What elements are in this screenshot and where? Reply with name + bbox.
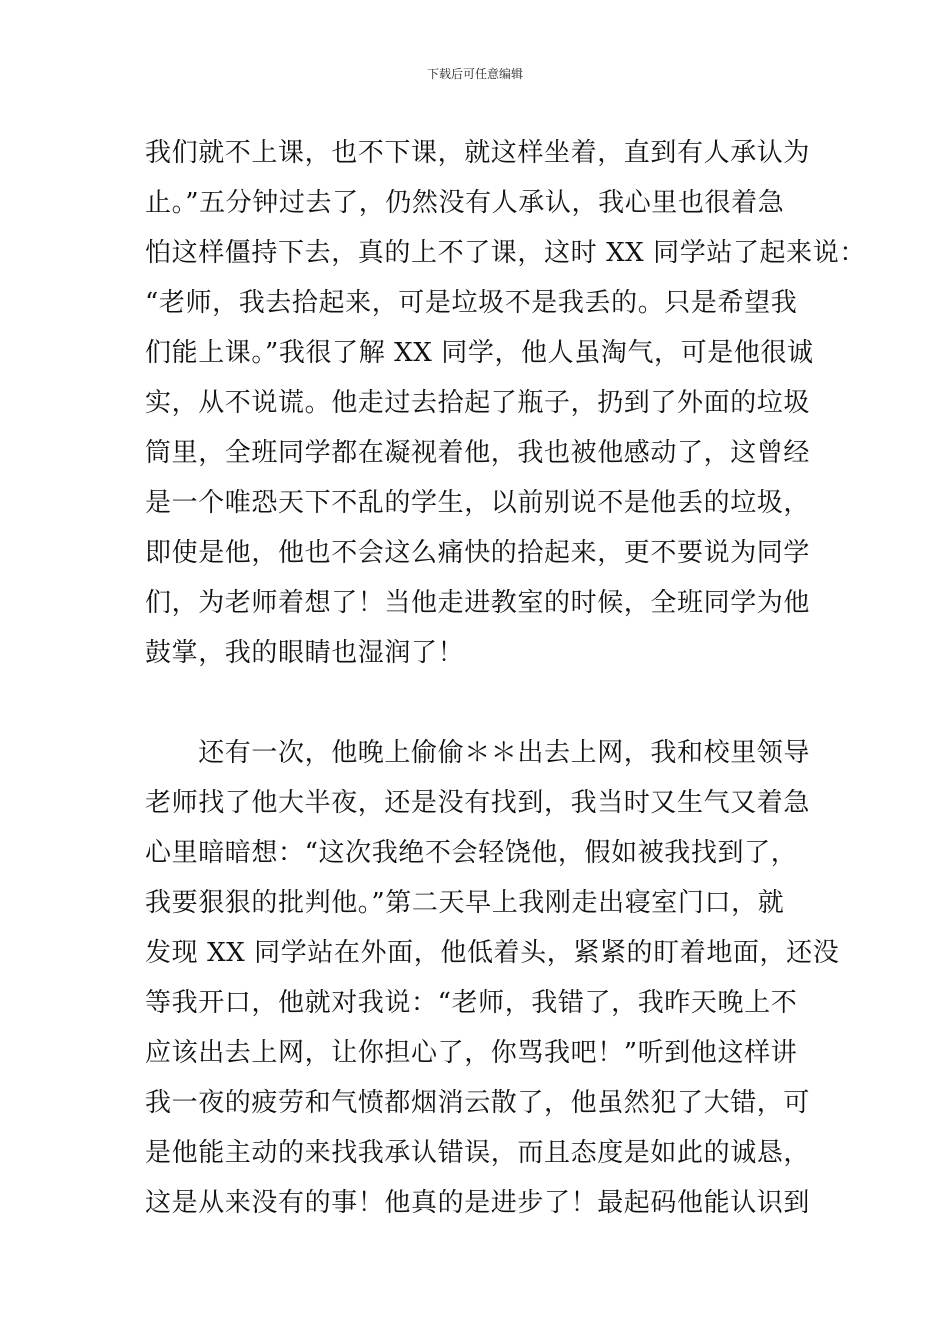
paragraph	[145, 728, 840, 1228]
text-line: 是一个唯恐天下不乱的学生，以前别说不是他丢的垃圾，	[145, 488, 811, 518]
text-line: 等我开口，他就对我说：“老师，我错了，我昨天晚上不	[145, 988, 798, 1018]
text-line: 是他能主动的来找我承认错误，而且态度是如此的诚恳，	[145, 1138, 811, 1168]
text-line: 这是从来没有的事！他真的是进步了！最起码他能认识到	[145, 1188, 811, 1218]
text-line: 老师找了他大半夜，还是没有找到，我当时又生气又着急	[145, 788, 811, 818]
text-line: 筒里，全班同学都在凝视着他，我也被他感动了，这曾经	[145, 438, 811, 468]
text-line: 我们就不上课，也不下课，就这样坐着，直到有人承认为	[145, 138, 811, 168]
text-line: 发现 XX 同学站在外面，他低着头，紧紧的盯着地面，还没	[145, 938, 840, 968]
text-line: 我一夜的疲劳和气愤都烟消云散了，他虽然犯了大错，可	[145, 1088, 811, 1118]
text-line: 们能上课。”我很了解 XX 同学，他人虽淘气，可是他很诚	[145, 338, 814, 368]
text-line: “老师，我去拾起来，可是垃圾不是我丢的。只是希望我	[145, 288, 798, 318]
text-line: 们，为老师着想了！当他走进教室的时候，全班同学为他	[145, 588, 811, 618]
paragraph-spacer	[145, 678, 815, 728]
text-line: 我要狠狠的批判他。”第二天早上我刚走出寝室门口，就	[145, 888, 785, 918]
page-header: 下载后可任意编辑	[426, 67, 523, 81]
paragraph	[145, 128, 866, 678]
text-line: 心里暗暗想：“这次我绝不会轻饶他，假如被我找到了，	[145, 838, 798, 868]
text-line: 还有一次，他晚上偷偷＊＊出去上网，我和校里领导	[145, 738, 811, 768]
text-line: 止。”五分钟过去了，仍然没有人承认，我心里也很着急	[145, 188, 785, 218]
text-line: 怕这样僵持下去，真的上不了课，这时 XX 同学站了起来说：	[145, 238, 866, 268]
text-line: 即使是他，他也不会这么痛快的拾起来，更不要说为同学	[145, 538, 811, 568]
document-body	[145, 128, 866, 1228]
text-line: 实，从不说谎。他走过去拾起了瓶子，扔到了外面的垃圾	[145, 388, 811, 418]
text-line: 鼓掌，我的眼睛也湿润了！	[145, 638, 465, 668]
text-line: 应该出去上网，让你担心了，你骂我吧！”听到他这样讲	[145, 1038, 798, 1068]
